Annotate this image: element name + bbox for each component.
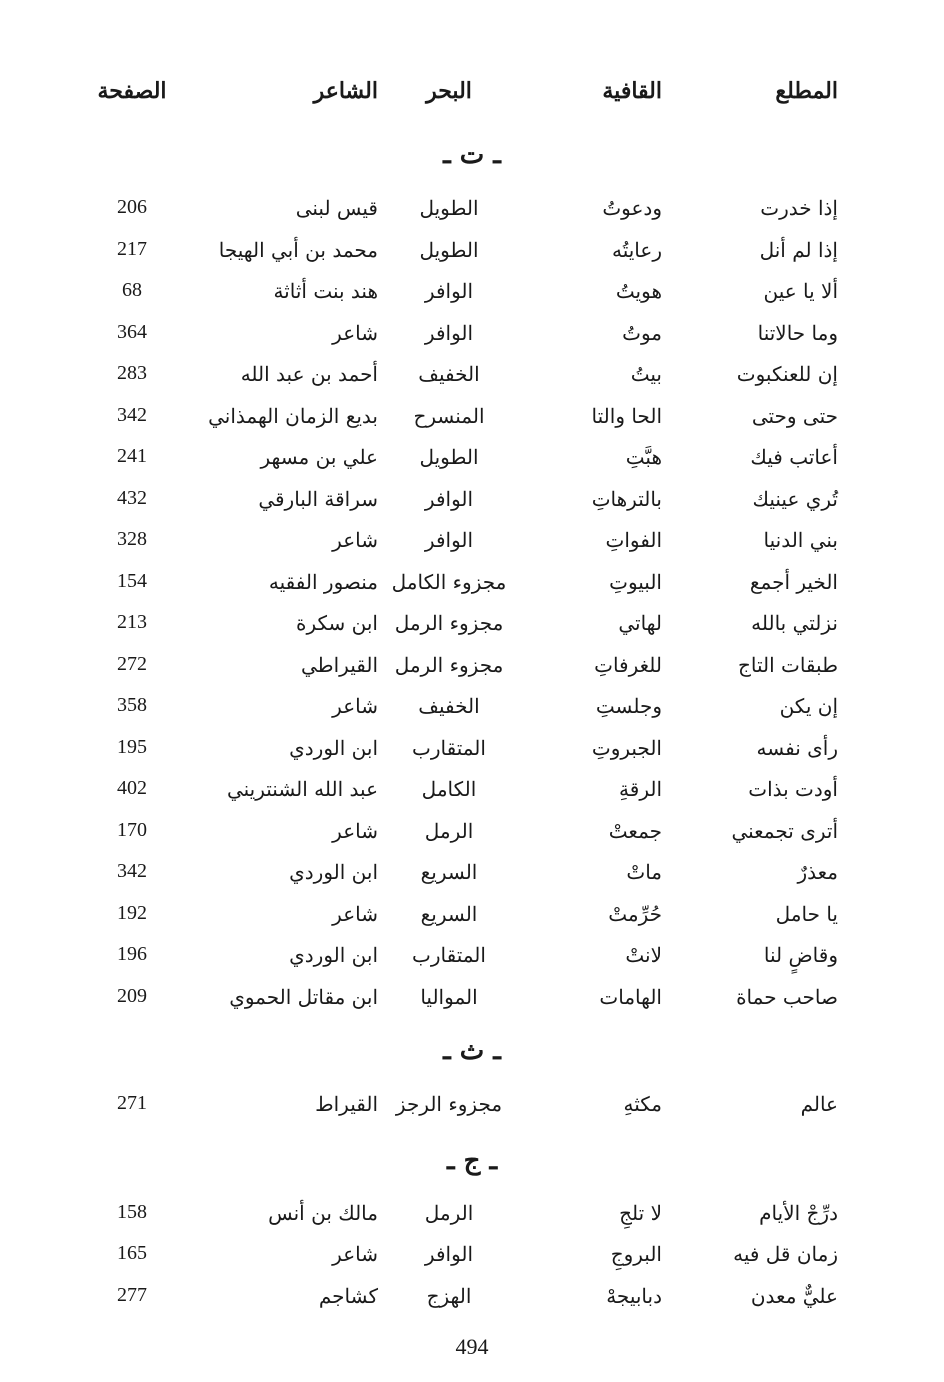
cell-qafia: للغرفاتِ	[594, 653, 662, 677]
cell-matla: زمان قل فيه	[733, 1242, 838, 1266]
cell-shaer: القيراطي	[301, 653, 378, 677]
cell-shaer: شاعر	[332, 1242, 378, 1266]
cell-shaer: هند بنت أثاثة	[273, 279, 378, 303]
cell-qafia: رعايتُه	[611, 238, 662, 262]
cell-qafia: لهاتي	[618, 611, 662, 635]
cell-qafia: ماتْ	[626, 860, 662, 884]
cell-matla: رأى نفسه	[756, 736, 838, 760]
page-number: 494	[455, 1334, 489, 1359]
cell-page: 195	[117, 736, 147, 758]
cell-shaer: شاعر	[332, 819, 378, 843]
cell-matla: بني الدنيا	[763, 528, 838, 552]
cell-page: 328	[117, 528, 147, 550]
cell-qafia: البيوتِ	[609, 570, 662, 594]
table-row	[0, 1092, 944, 1126]
cell-qafia: الفواتِ	[605, 528, 662, 552]
cell-bahr: الرمل	[424, 819, 474, 843]
cell-qafia: الرقةِ	[619, 777, 662, 801]
cell-page: 217	[117, 238, 147, 260]
cell-qafia: دبابيجهْ	[606, 1284, 662, 1308]
cell-page: 209	[117, 985, 147, 1007]
cell-bahr: المتقارب	[412, 943, 486, 967]
table-row	[0, 445, 944, 479]
table-row	[0, 487, 944, 521]
cell-page: 170	[117, 819, 147, 841]
cell-shaer: أحمد بن عبد الله	[240, 362, 378, 386]
cell-page: 206	[117, 196, 147, 218]
cell-bahr: الرمل	[424, 1201, 474, 1225]
cell-shaer: شاعر	[332, 902, 378, 926]
cell-bahr: السريع	[420, 902, 478, 926]
cell-bahr: الوافر	[424, 321, 474, 345]
cell-qafia: الجبروتِ	[591, 736, 662, 760]
cell-shaer: ابن الوردي	[289, 860, 378, 884]
cell-page: 272	[117, 653, 147, 675]
cell-page: 158	[117, 1201, 147, 1223]
table-row	[0, 777, 944, 811]
cell-matla: طبقات التاج	[737, 653, 838, 677]
cell-shaer: مالك بن أنس	[268, 1201, 378, 1225]
cell-matla: أودت بذات	[748, 777, 838, 801]
table-row	[0, 819, 944, 853]
table-row	[0, 943, 944, 977]
cell-shaer: شاعر	[332, 321, 378, 345]
cell-bahr: الوافر	[424, 487, 474, 511]
cell-matla: وما حالاتنا	[757, 321, 838, 345]
table-row	[0, 404, 944, 438]
header-bahr: البحر	[426, 78, 472, 104]
cell-page: 241	[117, 445, 147, 467]
table-row	[0, 1201, 944, 1235]
table-row	[0, 528, 944, 562]
cell-bahr: الخفيف	[418, 694, 480, 718]
cell-bahr: الطويل	[419, 238, 479, 262]
cell-shaer: كشاجم	[318, 1284, 378, 1308]
cell-matla: معذرٌ	[797, 860, 838, 884]
cell-shaer: قيس لبنى	[295, 196, 378, 220]
cell-page: 432	[117, 487, 147, 509]
cell-bahr: الطويل	[419, 445, 479, 469]
cell-page: 213	[117, 611, 147, 633]
cell-shaer: علي بن مسهر	[260, 445, 378, 469]
table-row	[0, 279, 944, 313]
cell-shaer: منصور الفقيه	[268, 570, 378, 594]
cell-qafia: موتُ	[622, 321, 662, 345]
cell-shaer: محمد بن أبي الهيجا	[218, 238, 378, 262]
cell-qafia: مكثهِ	[623, 1092, 662, 1116]
cell-qafia: لانتْ	[625, 943, 662, 967]
header-matla: المطلع	[775, 78, 838, 104]
table-row	[0, 694, 944, 728]
cell-shaer: ابن الوردي	[289, 736, 378, 760]
table-row	[0, 238, 944, 272]
cell-matla: إن يكن	[779, 694, 838, 718]
cell-matla: يا حامل	[775, 902, 838, 926]
table-row	[0, 736, 944, 770]
cell-qafia: هبَّتِ	[625, 445, 662, 469]
section-title: ـ ت ـ	[443, 140, 501, 170]
cell-bahr: مجزوء الرمل	[394, 653, 504, 677]
cell-bahr: مجزوء الكامل	[391, 570, 507, 594]
cell-bahr: المتقارب	[412, 736, 486, 760]
cell-qafia: البروجِ	[610, 1242, 662, 1266]
cell-bahr: المواليا	[420, 985, 478, 1009]
cell-qafia: الهامات	[599, 985, 662, 1009]
table-row	[0, 860, 944, 894]
cell-qafia: لا تلجِ	[619, 1201, 662, 1225]
cell-bahr: الوافر	[424, 279, 474, 303]
table-row	[0, 653, 944, 687]
cell-shaer: ابن الوردي	[289, 943, 378, 967]
cell-matla: عالم	[800, 1092, 838, 1116]
cell-matla: تُري عينيك	[752, 487, 838, 511]
cell-matla: أعاتب فيك	[750, 445, 838, 469]
cell-shaer: بديع الزمان الهمذاني	[208, 404, 378, 428]
cell-page: 192	[117, 902, 147, 924]
cell-matla: صاحب حماة	[736, 985, 838, 1009]
table-row	[0, 902, 944, 936]
cell-shaer: عبد الله الشنتريني	[226, 777, 378, 801]
table-row	[0, 1242, 944, 1276]
cell-bahr: الكامل	[421, 777, 477, 801]
header-qafia: القافية	[602, 78, 662, 104]
section-title: ـ ث ـ	[443, 1036, 501, 1066]
cell-page: 154	[117, 570, 147, 592]
cell-page: 342	[117, 860, 147, 882]
cell-bahr: المنسرح	[413, 404, 485, 428]
cell-shaer: شاعر	[332, 528, 378, 552]
cell-shaer: ابن سكرة	[295, 611, 378, 635]
cell-page: 277	[117, 1284, 147, 1306]
table-row	[0, 1284, 944, 1318]
cell-matla: الخير أجمع	[749, 570, 838, 594]
cell-matla: أترى تجمعني	[731, 819, 838, 843]
cell-matla: وقاضٍ لنا	[763, 943, 838, 967]
cell-page: 68	[122, 279, 142, 301]
cell-bahr: الطويل	[419, 196, 479, 220]
cell-page: 364	[117, 321, 147, 343]
table-row	[0, 196, 944, 230]
cell-qafia: ودعوتُ	[602, 196, 662, 220]
header-page: الصفحة	[97, 78, 167, 103]
cell-qafia: جمعتْ	[608, 819, 662, 843]
cell-matla: ألا يا عين	[763, 279, 838, 303]
cell-bahr: مجزوء الرمل	[394, 611, 504, 635]
cell-qafia: بالترهاتِ	[591, 487, 662, 511]
cell-matla: إذا لم أنل	[759, 238, 838, 262]
cell-bahr: الهزج	[426, 1284, 472, 1308]
cell-bahr: الوافر	[424, 1242, 474, 1266]
cell-page: 165	[117, 1242, 147, 1264]
cell-page: 283	[117, 362, 147, 384]
table-row	[0, 321, 944, 355]
cell-matla: عليٌّ معدن	[750, 1284, 838, 1308]
table-row	[0, 985, 944, 1019]
cell-qafia: الحا والتا	[591, 404, 662, 428]
header-shaer: الشاعر	[313, 78, 378, 104]
cell-qafia: حُرِّمتْ	[608, 902, 662, 926]
cell-matla: إن للعنكبوت	[736, 362, 838, 386]
cell-shaer: سراقة البارقي	[258, 487, 378, 511]
cell-matla: نزلتي بالله	[751, 611, 838, 635]
cell-bahr: الوافر	[424, 528, 474, 552]
cell-page: 271	[117, 1092, 147, 1114]
cell-page: 342	[117, 404, 147, 426]
cell-matla: إذا خدرت	[760, 196, 838, 220]
table-row	[0, 570, 944, 604]
cell-bahr: السريع	[420, 860, 478, 884]
cell-page: 196	[117, 943, 147, 965]
table-row	[0, 611, 944, 645]
cell-shaer: ابن مقاتل الحموي	[229, 985, 378, 1009]
cell-qafia: بيتُ	[630, 362, 662, 386]
cell-page: 358	[117, 694, 147, 716]
cell-qafia: هويتُ	[615, 279, 662, 303]
cell-qafia: وجلستِ	[595, 694, 662, 718]
cell-matla: درِّجْ الأيام	[759, 1201, 838, 1225]
cell-bahr: مجزوء الرجز	[395, 1092, 503, 1116]
table-header	[0, 78, 944, 114]
section-title: ـ ج ـ	[446, 1146, 498, 1176]
table-row	[0, 362, 944, 396]
cell-bahr: الخفيف	[418, 362, 480, 386]
cell-page: 402	[117, 777, 147, 799]
cell-matla: حتى وحتى	[751, 404, 838, 428]
cell-shaer: شاعر	[332, 694, 378, 718]
cell-shaer: القيراط	[315, 1092, 378, 1116]
